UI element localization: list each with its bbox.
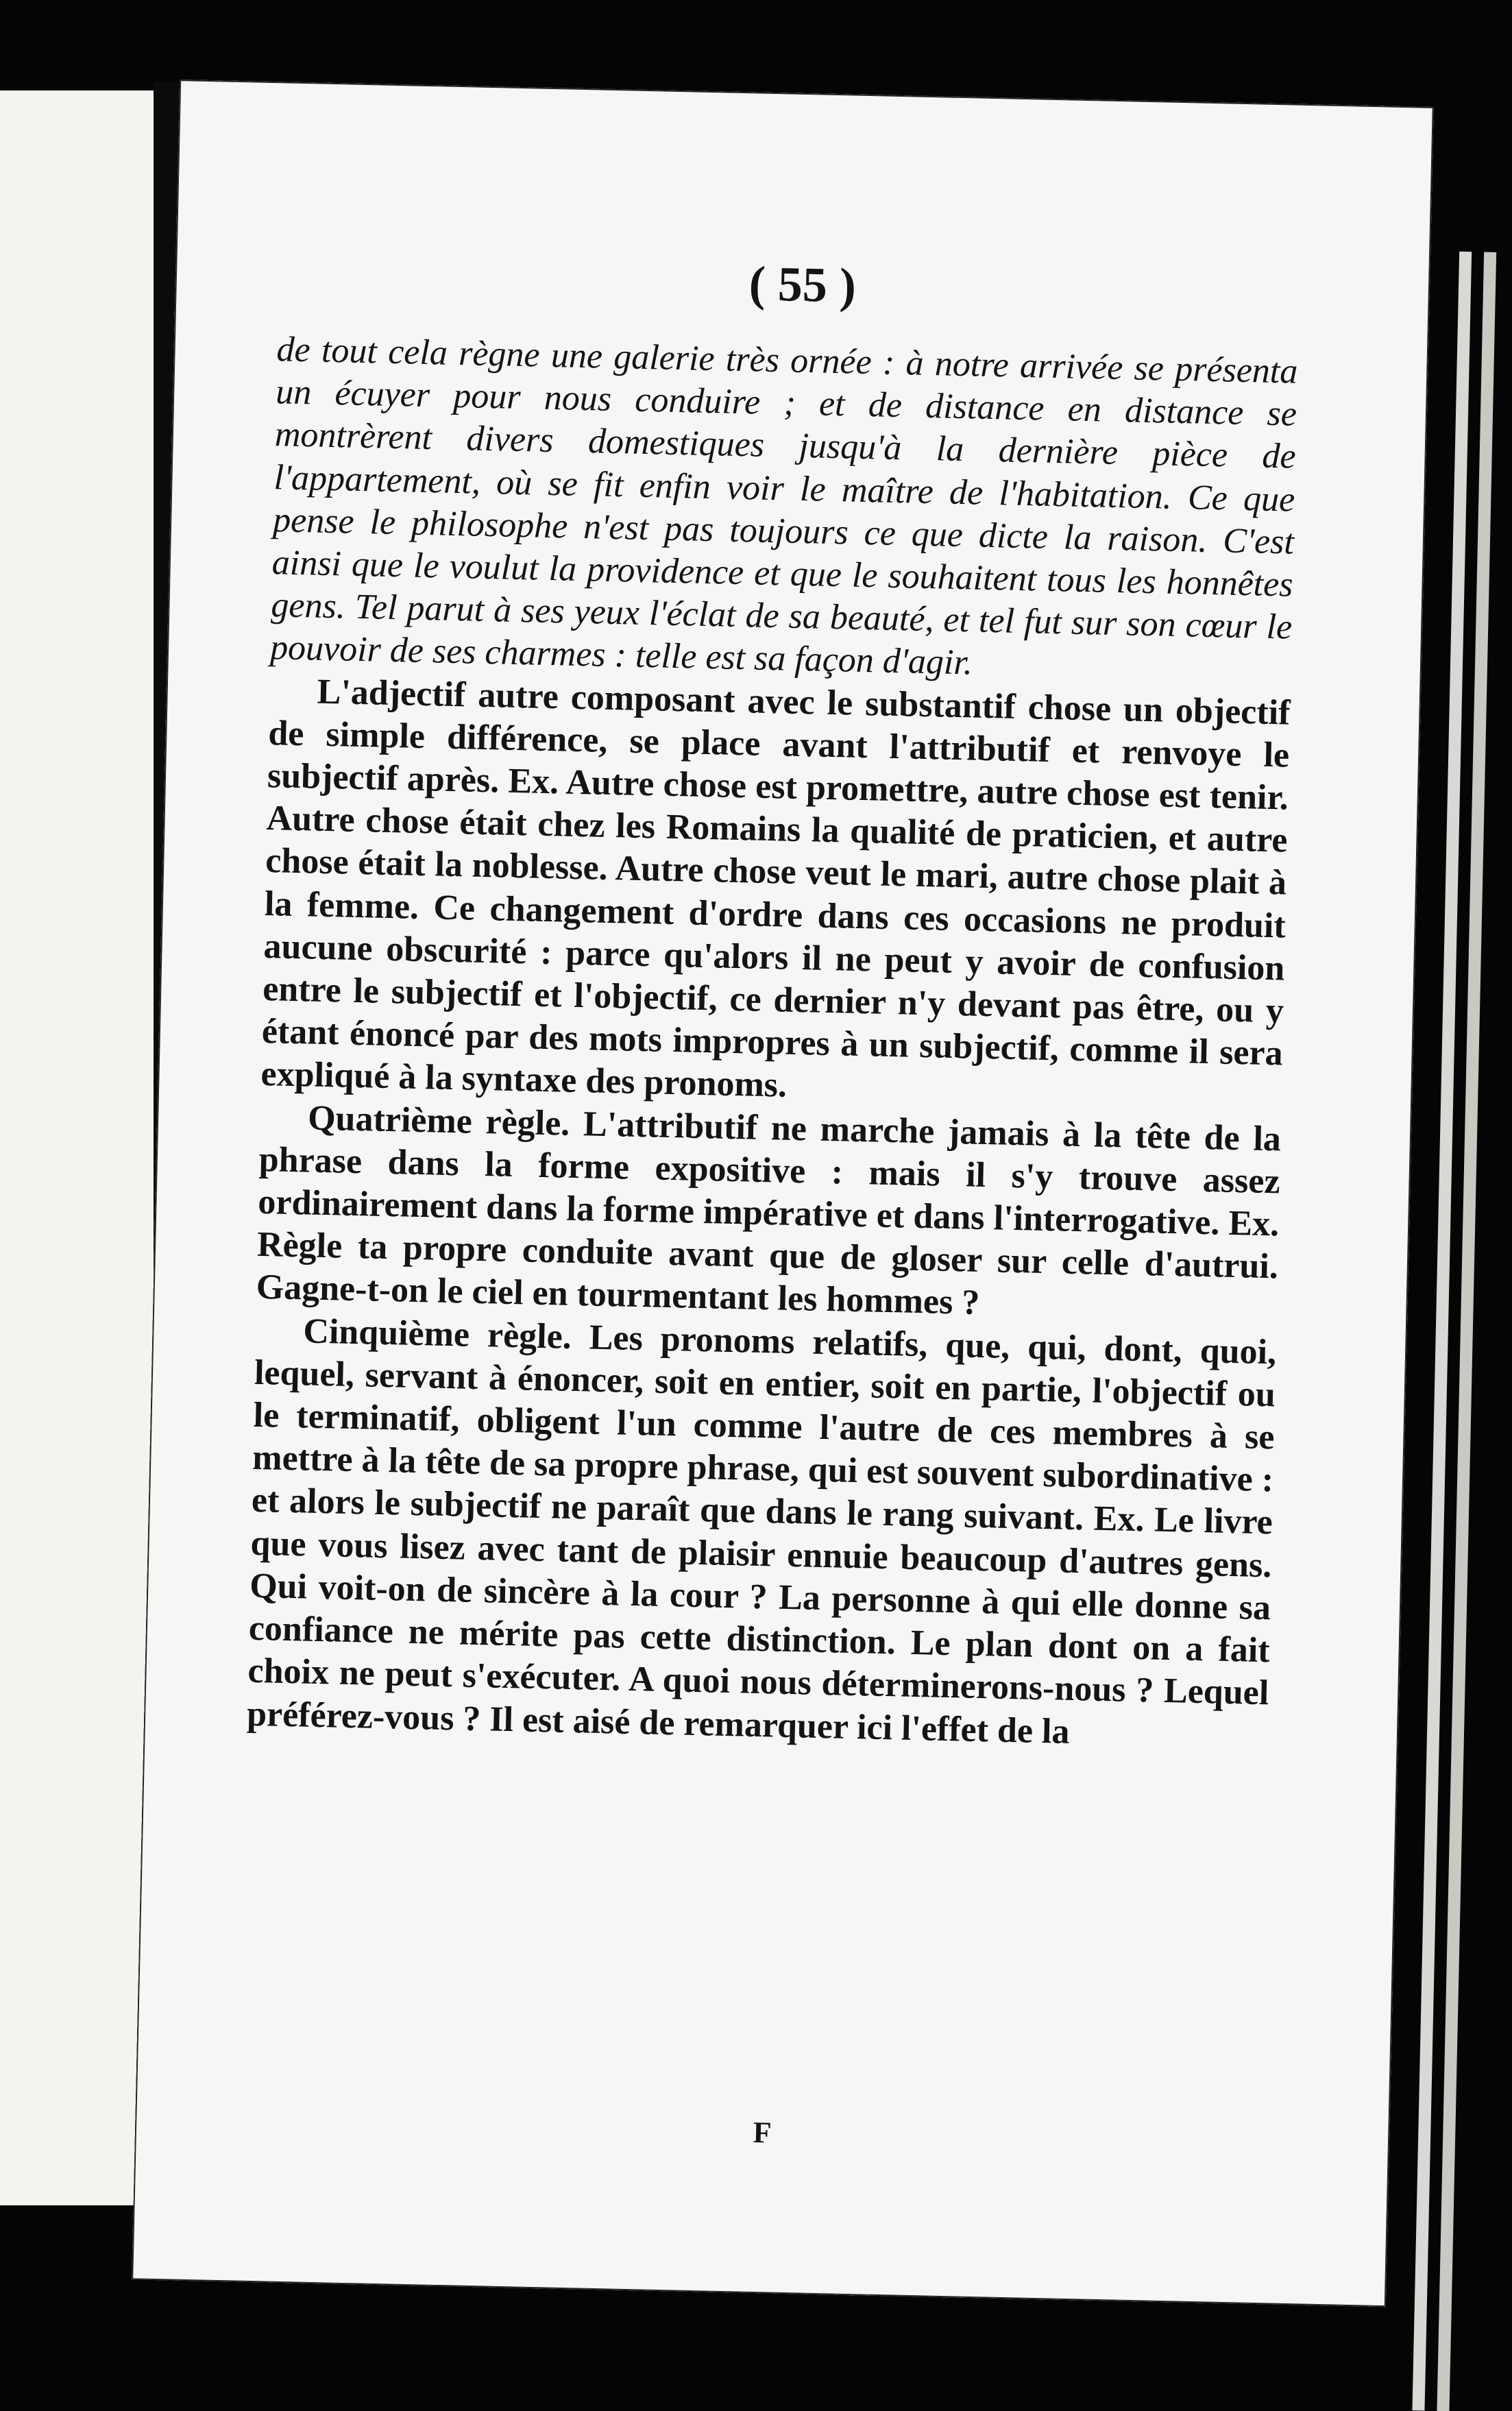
paragraph: Cinquième règle. Les pronoms relatifs, que, qui, dont, quoi, lequel, servant à énoncer, soit en entier, soit en partie, l'objectif ou le terminatif, obligent l'un comme l'autre de ces membres à se mettre à la tête de sa propre phrase, qui est souvent subordinative : et alors le subjectif ne paraît que dans le rang suivant. Ex. Le livre que vous lisez avec tant de plaisir ennuie beaucoup d'autres gens. Qui voit-on de sincère à la cour ? La personne à qui elle donne sa confiance ne mérite pas cette distinction. Le plan dont on a fait choix ne peut s'exécuter. A quoi nous déterminerons-nous ? Lequel préférez-vous ? Il est aisé de remarquer ici l'effet de la (246, 1311, 1277, 1752)
paragraph: L'adjectif autre composant avec le substantif chose un objectif de simple différence, se place avant l'attributif et renvoye le subjectif après. Ex. Autre chose est promettre, autre chose est tenir. Autre chose était chez les Romains la qualité de praticien, et autre chose était la noblesse. Autre chose veut le mari, autre chose plait à la femme. Ce changement d'ordre dans ces occasions ne produit aucune obscurité : parce qu'alors il ne peut y avoir de confusion entre le subjectif et l'objectif, ce dernier n'y devant pas être, ou y étant énoncé par des mots impropres à un subjectif, comme il sera expliqué à la syntaxe des pronoms. (260, 672, 1291, 1106)
paragraph: Quatrième règle. L'attributif ne marche jamais à la tête de la phrase dans la forme expositive : mais il s'y trouve assez ordinairement dans la forme impérative et dans l'interrogative. Ex. Règle ta propre conduite avant que de gloser sur celle d'autrui. Gagne-t-on le ciel en tourmentant les hommes ? (256, 1098, 1282, 1323)
body-text (247, 328, 1298, 1758)
paragraph: de tout cela règne une galerie très ornée : à notre arrivée se présenta un écuyer pour nous conduire ; et de distance en distance se montrèrent divers domestiques jusqu'à la dernière pièce de l'appartement, où se fit enfin voir le maître de l'habitation. Ce que pense le philosophe n'est pas toujours ce que dicte la raison. C'est ainsi que le voulut la providence et que le souhaitent tous les honnêtes gens. Tel parut à ses yeux l'éclat de sa beauté, et tel fut sur son cœur le pouvoir de ses charmes : telle est sa façon d'agir. (269, 330, 1298, 683)
book-page (132, 80, 1434, 2307)
page-number: ( 55 ) (748, 256, 857, 313)
signature-mark: F (753, 2116, 772, 2150)
